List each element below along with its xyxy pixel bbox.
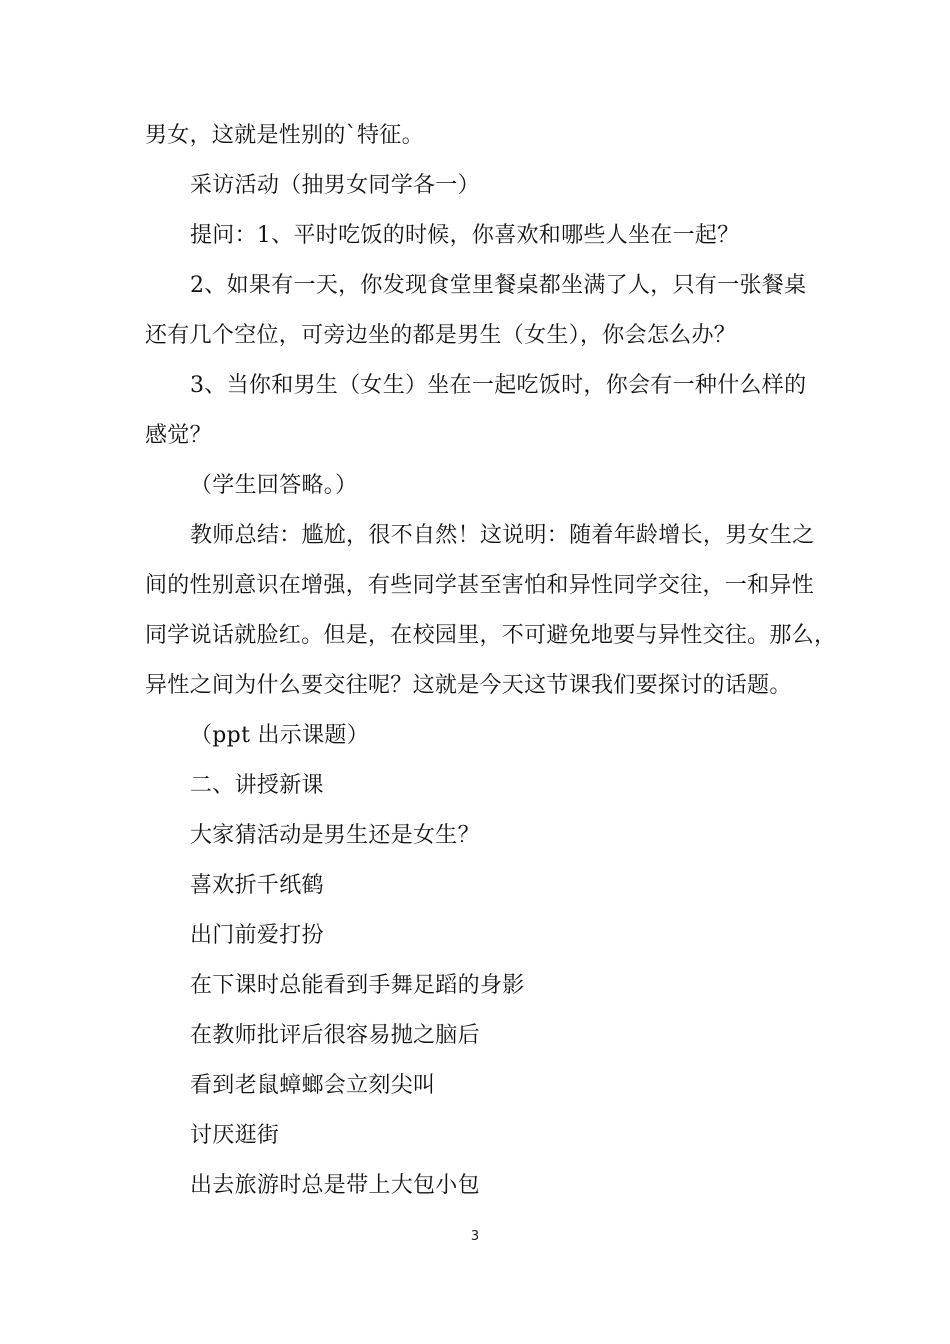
paragraph-line: 还有几个空位，可旁边坐的都是男生（女生），你会怎么办？ xyxy=(145,323,737,348)
paragraph-line: 采访活动（抽男女同学各一） xyxy=(190,173,480,198)
list-item: 出去旅游时总是带上大包小包 xyxy=(190,1173,480,1198)
paragraph-line: 提问：1、平时吃饭的时候，你喜欢和哪些人坐在一起？ xyxy=(190,223,740,248)
paragraph-line: 感觉？ xyxy=(145,423,212,448)
paragraph-line: 2、如果有一天，你发现食堂里餐桌都坐满了人，只有一张餐桌 xyxy=(190,273,807,298)
paragraph-line: 3、当你和男生（女生）坐在一起吃饭时，你会有一种什么样的 xyxy=(190,373,807,398)
list-item: 出门前爱打扮 xyxy=(190,923,324,948)
list-item: 在教师批评后很容易抛之脑后 xyxy=(190,1023,480,1048)
paragraph-line: 教师总结：尴尬，很不自然！这说明：随着年龄增长，男女生之 xyxy=(190,523,815,548)
page-number: 3 xyxy=(470,1229,480,1244)
paragraph-line: （学生回答略。） xyxy=(190,473,358,498)
paragraph-line: 男女，这就是性别的`特征。 xyxy=(145,123,424,148)
paragraph-line: 异性之间为什么要交往呢？这就是今天这节课我们要探讨的话题。 xyxy=(145,673,792,698)
paragraph-line: 大家猜活动是男生还是女生？ xyxy=(190,823,480,848)
list-item: 在下课时总能看到手舞足蹈的身影 xyxy=(190,973,525,998)
paragraph-line: 间的性别意识在增强，有些同学甚至害怕和异性同学交往，一和异性 xyxy=(145,573,815,598)
paragraph-line: （ppt 出示课题） xyxy=(190,723,370,748)
list-item: 喜欢折千纸鹤 xyxy=(190,873,324,898)
list-item: 看到老鼠蟑螂会立刻尖叫 xyxy=(190,1073,436,1098)
section-heading: 二、讲授新课 xyxy=(190,773,324,798)
list-item: 讨厌逛街 xyxy=(190,1123,280,1148)
paragraph-line: 同学说话就脸红。但是，在校园里，不可避免地要与异性交往。那么， xyxy=(145,623,837,648)
